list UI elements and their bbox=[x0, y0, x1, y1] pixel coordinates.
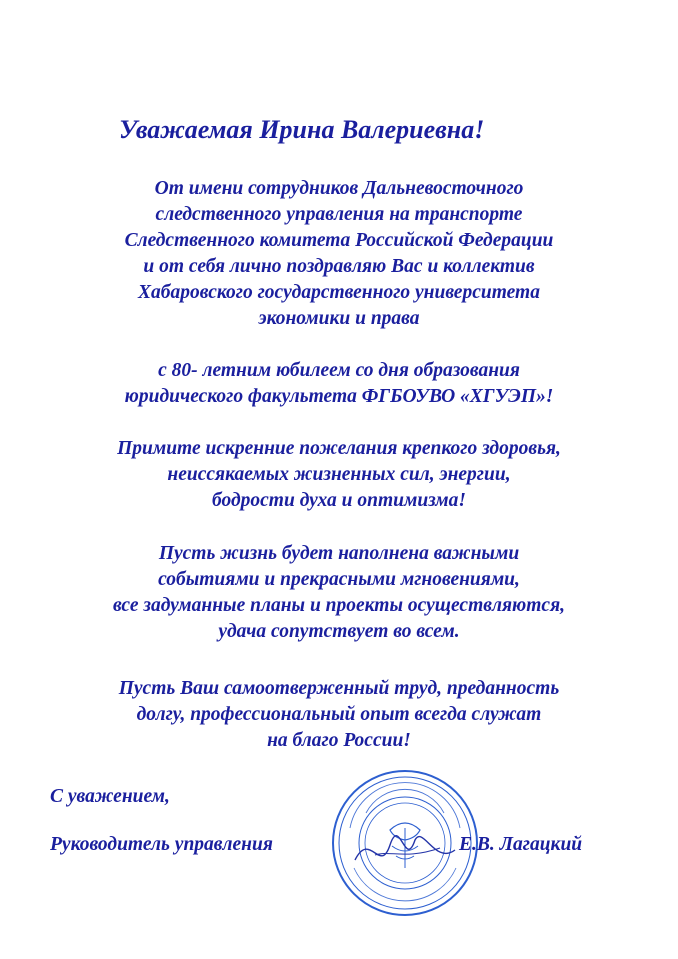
signer-title: Руководитель управления bbox=[50, 834, 273, 855]
para5-line-1: Пусть Ваш самоотверженный труд, преданность bbox=[118, 678, 560, 699]
para4-line-4: удача сопутствует во всем. bbox=[218, 621, 460, 642]
greeting: Уважаемая Ирина Валериевна! bbox=[119, 115, 485, 144]
para1-line-1: От имени сотрудников Дальневосточного bbox=[154, 178, 524, 199]
para5-line-3: на благо России! bbox=[267, 730, 411, 751]
para1-line-6: экономики и права bbox=[258, 308, 420, 329]
para3-line-3: бодрости духа и оптимизма! bbox=[212, 490, 466, 511]
para1-line-2: следственного управления на транспорте bbox=[155, 204, 523, 225]
para3-line-2: неиссякаемых жизненных сил, энергии, bbox=[167, 464, 511, 485]
para5-line-2: долгу, профессиональный опыт всегда служат bbox=[136, 704, 542, 725]
para2-line-2: юридического факультета ФГБОУВО «ХГУЭП»! bbox=[124, 386, 554, 407]
para4-line-2: событиями и прекрасными мгновениями, bbox=[158, 569, 520, 590]
para1-line-3: Следственного комитета Российской Федерации bbox=[124, 230, 554, 251]
para4-line-3: все задуманные планы и проекты осуществляются, bbox=[112, 595, 566, 616]
para1-line-4: и от себя лично поздравляю Вас и коллектив bbox=[143, 256, 535, 277]
para2-line-1: с 80- летним юбилеем со дня образования bbox=[158, 360, 520, 381]
para4-line-1: Пусть жизнь будет наполнена важными bbox=[158, 543, 520, 564]
signature bbox=[345, 820, 465, 880]
signer-name: Е.В. Лагацкий bbox=[459, 834, 583, 855]
closing-text: С уважением, bbox=[50, 786, 170, 807]
para3-line-1: Примите искренние пожелания крепкого здоровья, bbox=[117, 438, 561, 459]
para1-line-5: Хабаровского государственного университета bbox=[138, 282, 540, 303]
